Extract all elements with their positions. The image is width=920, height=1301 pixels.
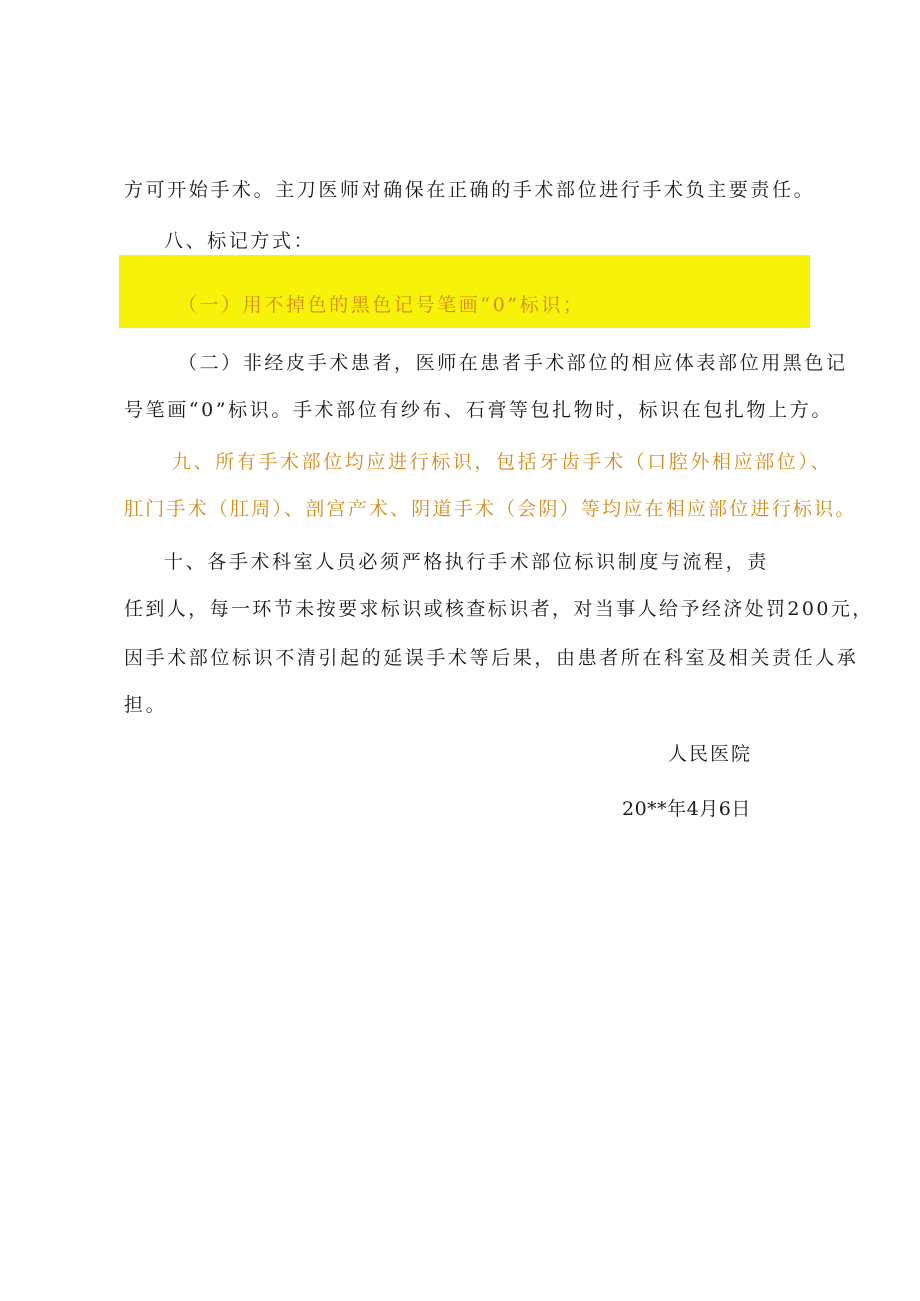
marking-method-item-2: （二）非经皮手术患者，医师在患者手术部位的相应体表部位用黑色记 — [178, 352, 848, 374]
section-heading-marking-method: 八、标记方式： — [164, 230, 316, 252]
signature-date: 20**年4月6日 — [622, 798, 751, 820]
section-nine-line: 肛门手术（肛周）、剖宫产术、阴道手术（会阴）等均应在相应部位进行标识。 — [124, 498, 857, 520]
section-ten-line: 任到人，每一环节未按要求标识或核查标识者，对当事人给予经济处罚200元， — [124, 598, 874, 620]
section-ten-line: 因手术部位标识不清引起的延误手术等后果，由患者所在科室及相关责任人承 — [124, 647, 859, 669]
paragraph-line: 方可开始手术。主刀医师对确保在正确的手术部位进行手术负主要责任。 — [124, 179, 816, 201]
paragraph-line: 号笔画“0”标识。手术部位有纱布、石膏等包扎物时，标识在包扎物上方。 — [124, 399, 833, 421]
marking-method-item-1: （一）用不掉色的黑色记号笔画“0”标识； — [178, 294, 585, 316]
section-nine-line: 九、所有手术部位均应进行标识，包括牙齿手术（口腔外相应部位）、 — [172, 451, 833, 473]
section-ten-line: 担。 — [124, 694, 168, 716]
signature-hospital: 人民医院 — [668, 743, 753, 765]
section-ten-line: 十、各手术科室人员必须严格执行手术部位标识制度与流程，责 — [164, 551, 769, 573]
